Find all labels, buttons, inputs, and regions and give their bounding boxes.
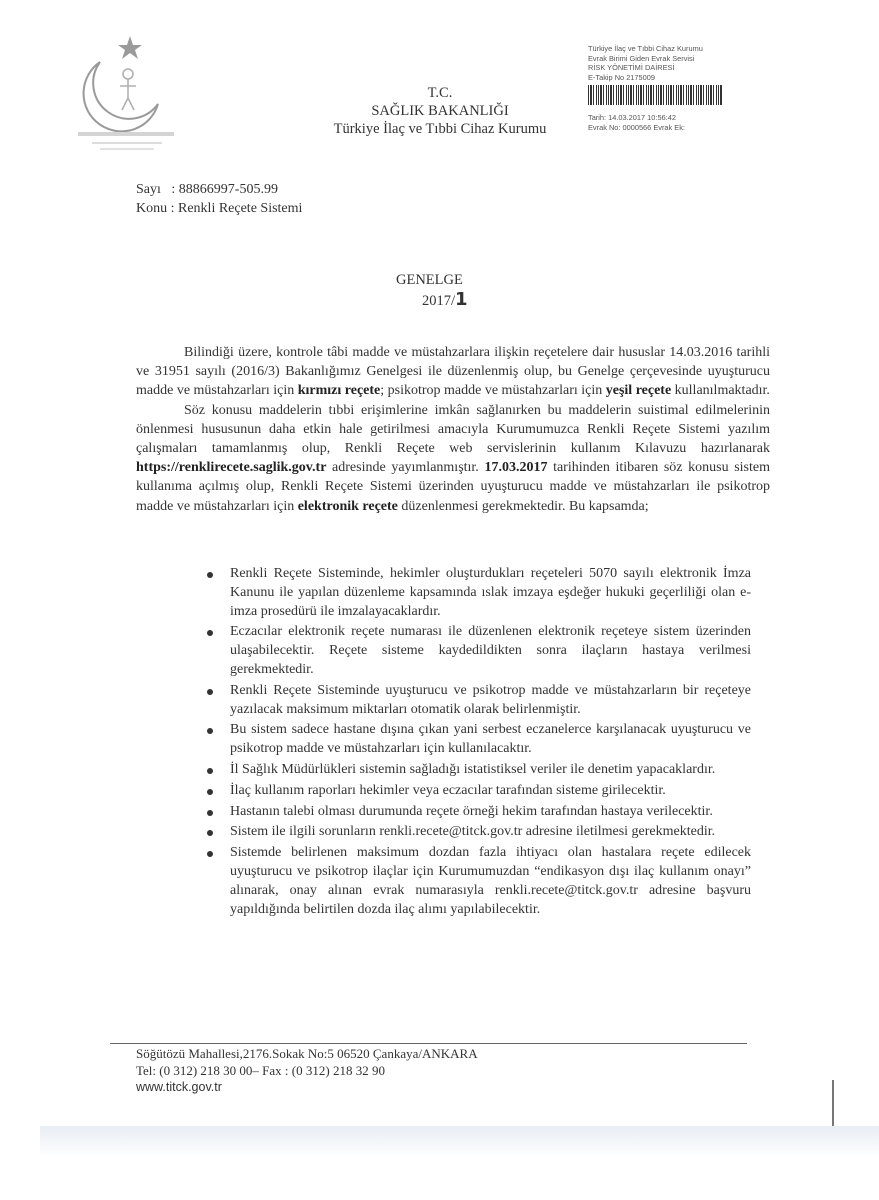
scan-shadow — [40, 1126, 879, 1156]
scan-edge — [832, 1080, 834, 1126]
bullet-icon — [207, 689, 213, 695]
stamp-line-3: RİSK YÖNETİMİ DAİRESİ — [588, 63, 675, 73]
letterhead — [305, 84, 575, 138]
genelge-year: 2017/ — [422, 293, 456, 309]
list-item: Hastanın talebi olması durumunda reçete örneği hekim tarafından hastaya verilecektir. — [205, 803, 751, 822]
list-item: İlaç kullanım raporları hekimler veya eczacılar tarafından sisteme girilecektir. — [205, 782, 751, 801]
genelge-label: GENELGE — [396, 272, 463, 288]
bullet-icon — [207, 728, 213, 734]
footer-phone: Tel: (0 312) 218 30 00– Fax : (0 312) 218 32 90 — [136, 1063, 385, 1078]
stamp-line-1: Türkiye İlaç ve Tıbbi Cihaz Kurumu — [588, 44, 703, 53]
bullet-icon — [207, 789, 213, 795]
document-meta — [136, 180, 302, 218]
list-item: Renkli Reçete Sisteminde uyuşturucu ve psikotrop madde ve müstahzarların bir reçeteye yazılacak maksimum miktarları otomatik olarak belirlenmiştir. — [205, 682, 751, 720]
sayi-field: Sayı : 88866997-505.99 — [136, 182, 278, 197]
list-item: Sistemde belirlenen maksimum dozdan fazla ihtiyacı olan hastalara reçete edilecek uyuşturucu ve psikotrop ilaçlar için Kurumumuzdan “endikasyon dışı ilaç kullanım onayı” alınarak, onay alınan evrak numarasıyla renkli.recete@titck.gov.tr adresine başvuru yapıldığında belirtilen dozda ilaç alımı yapılabilecektir. — [205, 844, 751, 919]
konu-field: Konu : Renkli Reçete Sistemi — [136, 201, 303, 216]
bullet-icon — [207, 830, 213, 836]
genelge-number: 1 — [455, 289, 468, 310]
bullet-icon — [207, 630, 213, 636]
bullet-icon — [207, 768, 213, 774]
list-item: Renkli Reçete Sisteminde, hekimler oluşturdukları reçeteleri 5070 sayılı elektronik İmza Kanunu ile yapılan düzenleme kapsamında ıslak imzaya eşdeğer hukuki geçerliliği olan e-imza prosedürü ile imzalayacaklardır. — [205, 565, 751, 621]
barcode-icon — [588, 85, 723, 105]
stamp-line-5: Tarih: 14.03.2017 10:56:42 — [588, 113, 676, 123]
footer-address: Söğütözü Mahallesi,2176.Sokak No:5 06520 Çankaya/ANKARA — [136, 1046, 478, 1061]
document-stamp — [588, 44, 773, 133]
footer-website-link[interactable]: www.titck.gov.tr — [136, 1080, 222, 1094]
list-item: Eczacılar elektronik reçete numarası ile düzenlenen elektronik reçeteye sistem üzerinden ulaşabilecektir. Reçete sisteme kaydedildikten sonra ilaçların hastaya verilmesi gerekmektedir. — [205, 623, 751, 679]
header-ministry: SAĞLIK BAKANLIĞI — [371, 103, 509, 119]
paragraph-2: Söz konusu maddelerin tıbbi erişimlerine imkân sağlanırken bu maddelerin suistimal edilmelerinin önlenmesi hususunun daha etkin hale getirilmesi amacıyla Kurumumuzca Renkli Reçete Sistemi yazılım çalışmaları tamamlanmış olup, Renkli Reçete web servislerinin kullanım Kılavuzu hazırlanarak https://renklirecete.saglik.gov.tr adresinde yayımlanmıştır. 17.03.2017 tarihinden itibaren söz konusu sistem kullanıma açılmış olup, Renkli Reçete Sistemi üzerinden uyuşturucu madde ve müstahzarları ile psikotrop madde ve müstahzarları için elektronik reçete düzenlenmesi gerekmektedir. Bu kapsamda; — [136, 402, 770, 514]
paragraph-1: Bilindiği üzere, kontrole tâbi madde ve müstahzarlara ilişkin reçetelere dair hususlar 14.03.2016 tarihli ve 31951 sayılı (2016/3) Bakanlığımız Genelgesi ile düzenlenmiş olup, bu Genelge çerçevesinde uyuşturucu madde ve müstahzarları için kırmızı reçete; psikotrop madde ve müstahzarları için yeşil reçete kullanılmaktadır. — [136, 345, 770, 399]
stamp-line-2: Evrak Birimi Giden Evrak Servisi — [588, 53, 695, 63]
bullet-icon — [207, 572, 213, 578]
list-item: Sistem ile ilgili sorunların renkli.recete@titck.gov.tr adresine iletilmesi gerekmektedir. — [205, 823, 751, 842]
list-item: İl Sağlık Müdürlükleri sistemin sağladığı istatistiksel veriler ile denetim yapacaklardır. — [205, 761, 751, 780]
ministry-logo-icon — [70, 32, 185, 157]
header-tc: T.C. — [427, 85, 453, 101]
bullet-icon — [207, 851, 213, 857]
footer — [136, 1045, 478, 1096]
body-text — [136, 343, 770, 516]
circular-title — [396, 271, 468, 311]
bullet-icon — [207, 810, 213, 816]
footer-divider — [110, 1043, 747, 1044]
list-item: Bu sistem sadece hastane dışına çıkan yani serbest eczanelerce karşılanacak uyuşturucu ve psikotrop madde ve müstahzarları için kullanılacaktır. — [205, 721, 751, 759]
stamp-line-4: E-Takip No 2175009 — [588, 72, 655, 82]
stamp-line-6: Evrak No: 0000566 Evrak Ek: — [588, 122, 685, 132]
header-agency: Türkiye İlaç ve Tıbbi Cihaz Kurumu — [333, 121, 547, 137]
bullet-list — [205, 565, 751, 921]
